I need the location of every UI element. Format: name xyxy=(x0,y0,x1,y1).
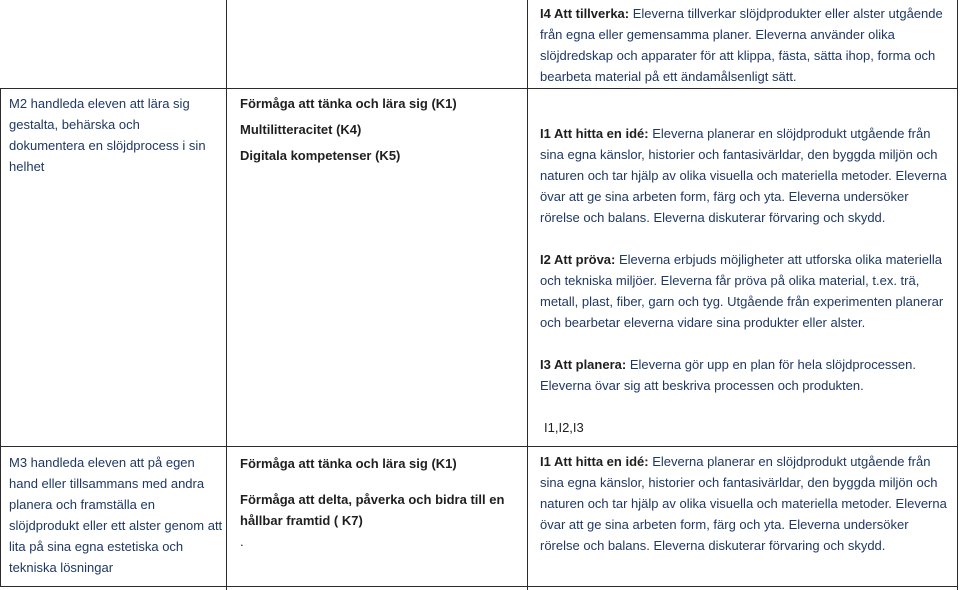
i4-label: I4 Att tillverka: xyxy=(540,6,630,21)
m3-competency-1: Förmåga att tänka och lära sig (K1) xyxy=(240,456,457,471)
m2-i3-paragraph xyxy=(540,354,950,396)
m3-i1-text: Eleverna planerar en slöjdprodukt utgående från sina egna känslor, historier och fantasivärldar, den byggda miljön och naturen och tar hjälp av olika visuella och materiella metoder. Eleverna övar att ge sina arbeten form, färg och yta. Eleverna undersöker rörelse och balans. Eleverna diskuterar förvaring och skydd. xyxy=(540,454,947,553)
m2-i1-paragraph xyxy=(540,123,950,228)
m2-i2-text: Eleverna erbjuds möjligheter att utforska olika materiella och tekniska miljöer. Eleverna får pröva på olika material, t.ex. trä, metall, plast, fiber, garn och tyg. Utgående från experimenten planerar och bearbetar eleverna vidare sina produkter eller alster. xyxy=(540,252,944,330)
i4-text: Eleverna tillverkar slöjdprodukter eller alster utgående från egna eller gemensamma planer. Eleverna använder olika slöjdredskap och apparater för att klippa, fästa, sätta ihop, forma och bearbeta material på ett ändamålsenligt sätt. xyxy=(540,6,943,84)
row-divider-2 xyxy=(0,446,958,447)
m2-i1-text: Eleverna planerar en slöjdprodukt utgående från sina egna känslor, historier och fantasivärldar, den byggda miljön och naturen och tar hjälp av olika visuella och materiella metoder. Eleverna övar att ge sina arbeten form, färg och yta. Eleverna undersöker rörelse och balans. Eleverna diskuterar förvaring och skydd. xyxy=(540,126,947,225)
m3-competencies-cell xyxy=(240,453,520,552)
m2-competency-2: Multilitteracitet (K4) xyxy=(240,122,362,137)
m2-competency-3: Digitala kompetenser (K5) xyxy=(240,148,401,163)
m2-competency-1: Förmåga att tänka och lära sig (K1) xyxy=(240,96,457,111)
m3-competency-2: Förmåga att delta, påverka och bidra till en hållbar framtid ( K7) xyxy=(240,492,505,528)
m3-i1-paragraph xyxy=(540,451,950,556)
m2-i1-label: I1 Att hitta en idé: xyxy=(540,126,649,141)
m2-goal-cell xyxy=(9,93,219,177)
i4-cell xyxy=(540,3,950,87)
row-divider-3 xyxy=(0,586,958,587)
m2-areas-list: I1,I2,I3 xyxy=(544,420,584,435)
row-divider-1 xyxy=(0,88,958,89)
m2-i3-label: I3 Att planera: xyxy=(540,357,627,372)
m2-i2-paragraph xyxy=(540,249,950,333)
left-border xyxy=(0,88,1,587)
m3-dot: . xyxy=(240,534,244,549)
m2-i3-text: Eleverna gör upp en plan för hela slöjdprocessen. Eleverna övar sig att beskriva processen och produkten. xyxy=(540,357,916,393)
m3-areas-cell xyxy=(540,451,950,556)
m3-goal-cell xyxy=(9,452,224,578)
m2-competencies-cell xyxy=(240,95,520,165)
m3-goal-text: M3 handleda eleven att på egen hand eller tillsammans med andra planera och framställa en slöjdprodukt eller ett alster genom att lita på sina egna estetiska och tekniska lösningar xyxy=(9,455,223,575)
m2-areas-cell xyxy=(540,123,950,438)
i4-paragraph xyxy=(540,3,950,87)
m2-i2-label: I2 Att pröva: xyxy=(540,252,616,267)
m3-i1-label: I1 Att hitta en idé: xyxy=(540,454,649,469)
m2-goal-text: M2 handleda eleven att lära sig gestalta, behärska och dokumentera en slöjdprocess i sin helhet xyxy=(9,96,206,174)
